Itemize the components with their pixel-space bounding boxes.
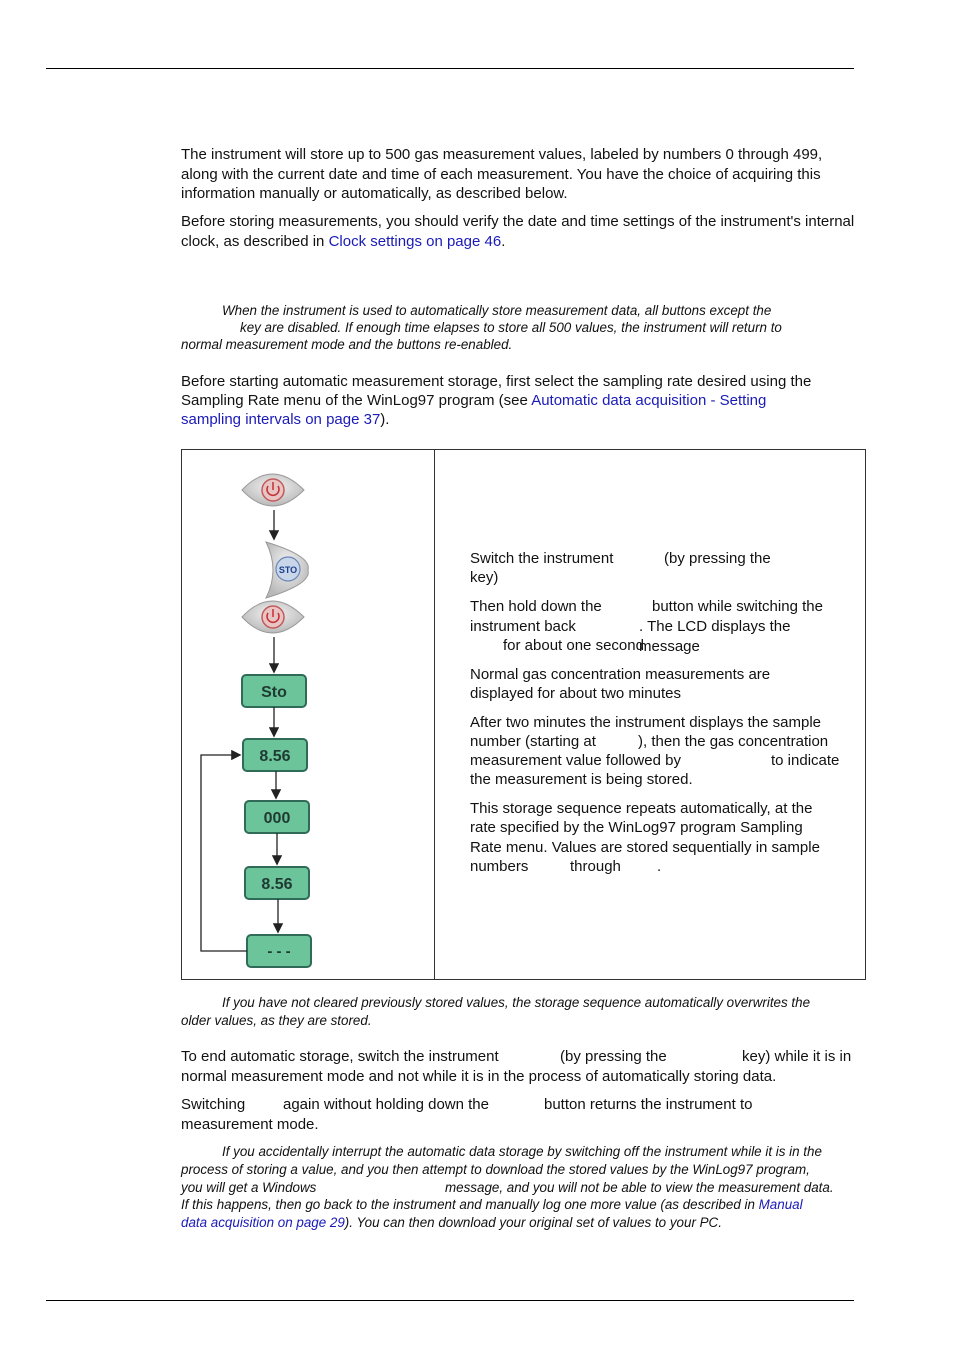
step-repeat-line4: numbers through . bbox=[470, 858, 662, 875]
svg-text:8.56: 8.56 bbox=[259, 748, 291, 765]
note-interrupt-line1: If you accidentally interrupt the automatic data storage by switching off the instrument while it is in the bbox=[222, 1144, 822, 1159]
lcd-display-value-2 bbox=[245, 867, 309, 899]
note-overwrite-line1: If you have not cleared previously stored values, the storage sequence automatically overwrites the bbox=[222, 995, 811, 1010]
switching-line2: measurement mode. bbox=[181, 1116, 319, 1133]
loop-arrow bbox=[201, 755, 247, 951]
note-interrupt-line2: process of storing a value, and you then attempt to download the stored values by the WinLog97 program, bbox=[181, 1162, 810, 1177]
power-key-icon-2 bbox=[242, 601, 304, 633]
step-switch-off-line2: key) bbox=[470, 569, 499, 586]
end-storage-line2: normal measurement mode and not while it is in the process of automatically storing data. bbox=[181, 1068, 777, 1085]
procedure-table-divider bbox=[434, 449, 435, 980]
sampling-line3: sampling intervals on page 37). bbox=[181, 411, 390, 428]
switching-line1: Switching again without holding down the button returns the instrument to bbox=[181, 1096, 753, 1113]
step-sample-line3: measurement value followed by to indicate bbox=[470, 752, 840, 769]
step-hold-sto-line1: Then hold down the button while switching the bbox=[470, 598, 823, 615]
sampling-intervals-link[interactable]: sampling intervals on page 37 bbox=[181, 411, 381, 428]
automatic-acquisition-link[interactable]: Automatic data acquisition - Setting bbox=[531, 392, 767, 409]
step-sample-line2: number (starting at ), then the gas concentration bbox=[470, 733, 829, 750]
lcd-display-sto bbox=[242, 675, 306, 707]
step-repeat-line2: rate specified by the WinLog97 program Sampling bbox=[470, 819, 803, 836]
lcd-display-storing bbox=[247, 935, 311, 967]
note-buttons-disabled-line1: When the instrument is used to automatically store measurement data, all buttons except the bbox=[222, 303, 772, 318]
sampling-line1: Before starting automatic measurement storage, first select the sampling rate desired using the bbox=[181, 373, 812, 390]
power-key-icon bbox=[242, 474, 304, 506]
step-normal-line1: Normal gas concentration measurements are bbox=[470, 666, 771, 683]
storage-sequence-diagram bbox=[190, 460, 425, 975]
lcd-display-sample-number bbox=[245, 801, 309, 833]
lcd-display-value bbox=[243, 739, 307, 771]
svg-text:000: 000 bbox=[263, 810, 291, 827]
step-switch-off-line1: Switch the instrument (by pressing the bbox=[470, 550, 771, 567]
note-overwrite-line2: older values, as they are stored. bbox=[181, 1013, 372, 1028]
svg-text:Sto: Sto bbox=[261, 684, 287, 701]
end-storage-line1: To end automatic storage, switch the instrument (by pressing the key) while it is in bbox=[181, 1048, 852, 1065]
manual-acquisition-link[interactable]: Manual bbox=[758, 1197, 803, 1212]
header-rule bbox=[46, 68, 854, 69]
note-interrupt-line4: If this happens, then go back to the instrument and manually log one more value (as described in Manual bbox=[181, 1197, 803, 1212]
manual-acquisition-link-2[interactable]: data acquisition on page 29 bbox=[181, 1215, 345, 1230]
note-buttons-disabled-line3: normal measurement mode and the buttons re-enabled. bbox=[181, 337, 513, 352]
intro-paragraph: The instrument will store up to 500 gas measurement values, labeled by numbers 0 through 499, along with the current date and time of each measurement. You have the choice of acquiring this information manually or automatically, as described below. bbox=[181, 146, 823, 202]
svg-text:- - -: - - - bbox=[267, 943, 291, 960]
step-repeat-line1: This storage sequence repeats automatically, at the bbox=[470, 800, 813, 817]
step-repeat-line3: Rate menu. Values are stored sequentially in sample bbox=[470, 839, 820, 856]
sto-key-icon bbox=[266, 542, 308, 598]
clock-paragraph: Before storing measurements, you should verify the date and time settings of the instrument's internal clock, as described in Clock settings on page 46. bbox=[181, 213, 855, 250]
note-interrupt-line3: you will get a Windows message, and you will not be able to view the measurement data. bbox=[181, 1180, 834, 1195]
sampling-line2: Sampling Rate menu of the WinLog97 program (see Automatic data acquisition - Setting bbox=[181, 392, 767, 409]
footer-rule bbox=[46, 1300, 854, 1301]
step-normal-line2: displayed for about two minutes bbox=[470, 685, 681, 702]
sto-key-label: STO bbox=[278, 565, 298, 575]
clock-settings-link[interactable]: Clock settings on page 46 bbox=[328, 232, 502, 250]
step-sample-line1: After two minutes the instrument displays the sample bbox=[470, 714, 821, 731]
svg-text:8.56: 8.56 bbox=[261, 876, 293, 893]
note-buttons-disabled-line2: key are disabled. If enough time elapses to store all 500 values, the instrument will return to bbox=[240, 320, 782, 335]
note-interrupt-line5: data acquisition on page 29). You can then download your original set of values to your PC. bbox=[181, 1215, 722, 1230]
step-hold-sto-line2: instrument back . The LCD displays the message bbox=[470, 618, 791, 655]
step-sample-line4: the measurement is being stored. bbox=[470, 771, 693, 788]
